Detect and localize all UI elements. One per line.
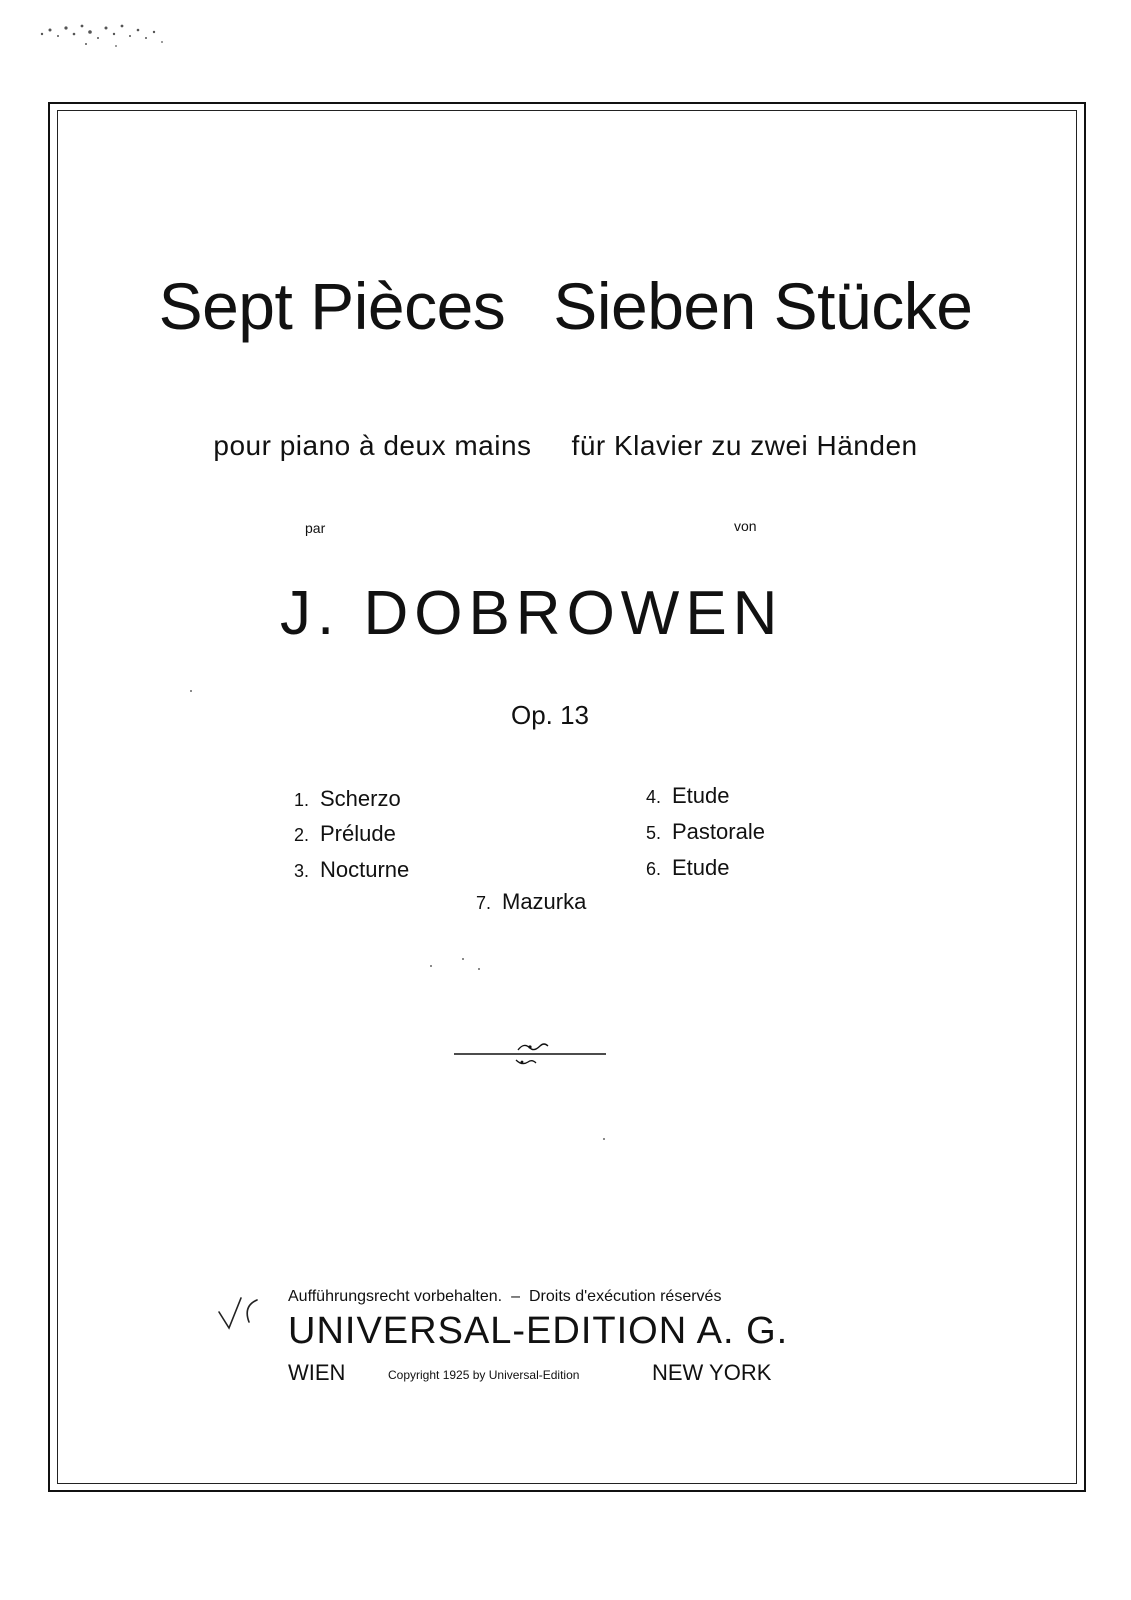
title-french: Sept Pièces [158,269,506,343]
subtitle-german: für Klavier zu zwei Händen [571,430,918,461]
city-new-york: NEW YORK [652,1360,772,1385]
piece-name: Etude [672,783,730,808]
publisher-name: UNIVERSAL-EDITION A. G. [288,1310,789,1352]
scan-speck [190,690,192,692]
piece-name: Etude [672,855,730,880]
scan-smudge [36,14,186,54]
piece-number: 2. [294,825,310,845]
by-german: von [734,518,757,534]
piece-item [646,855,730,881]
piece-name: Nocturne [320,857,410,882]
piece-item [294,786,401,812]
ornament-divider-icon [452,1036,608,1070]
piece-name: Scherzo [320,786,401,811]
piece-name: Mazurka [502,889,587,914]
scan-speck [603,1138,605,1140]
page-title [0,268,1131,344]
piece-number: 7. [476,893,492,913]
scan-speck [478,968,480,970]
rights-french: Droits d'exécution réservés [528,1288,722,1305]
piece-item [294,857,409,883]
opus-number: Op. 13 [510,700,590,730]
piece-item [646,819,765,845]
piece-item [476,889,586,915]
composer-name: J. DOBROWEN [280,579,784,648]
piece-number: 3. [294,861,310,881]
piece-name: Pastorale [672,819,765,844]
piece-number: 5. [646,823,662,843]
piece-item [294,821,396,847]
scan-speck [430,965,432,967]
subtitle-french: pour piano à deux mains [213,430,532,461]
piece-number: 6. [646,859,662,879]
rights-separator: – [511,1288,520,1305]
scan-speck [462,958,464,960]
city-vienna: WIEN [288,1360,346,1385]
piece-item [646,783,730,809]
piece-number: 4. [646,787,662,807]
title-german: Sieben Stücke [553,269,973,343]
handwritten-mark-icon [215,1290,263,1332]
rights-german: Aufführungsrecht vorbehalten. [288,1288,503,1305]
copyright-notice: Copyright 1925 by Universal-Edition [388,1368,580,1382]
by-french: par [305,520,326,536]
subtitle [0,430,1131,462]
piece-name: Prélude [320,821,396,846]
piece-number: 1. [294,790,310,810]
performance-rights [288,1288,721,1306]
